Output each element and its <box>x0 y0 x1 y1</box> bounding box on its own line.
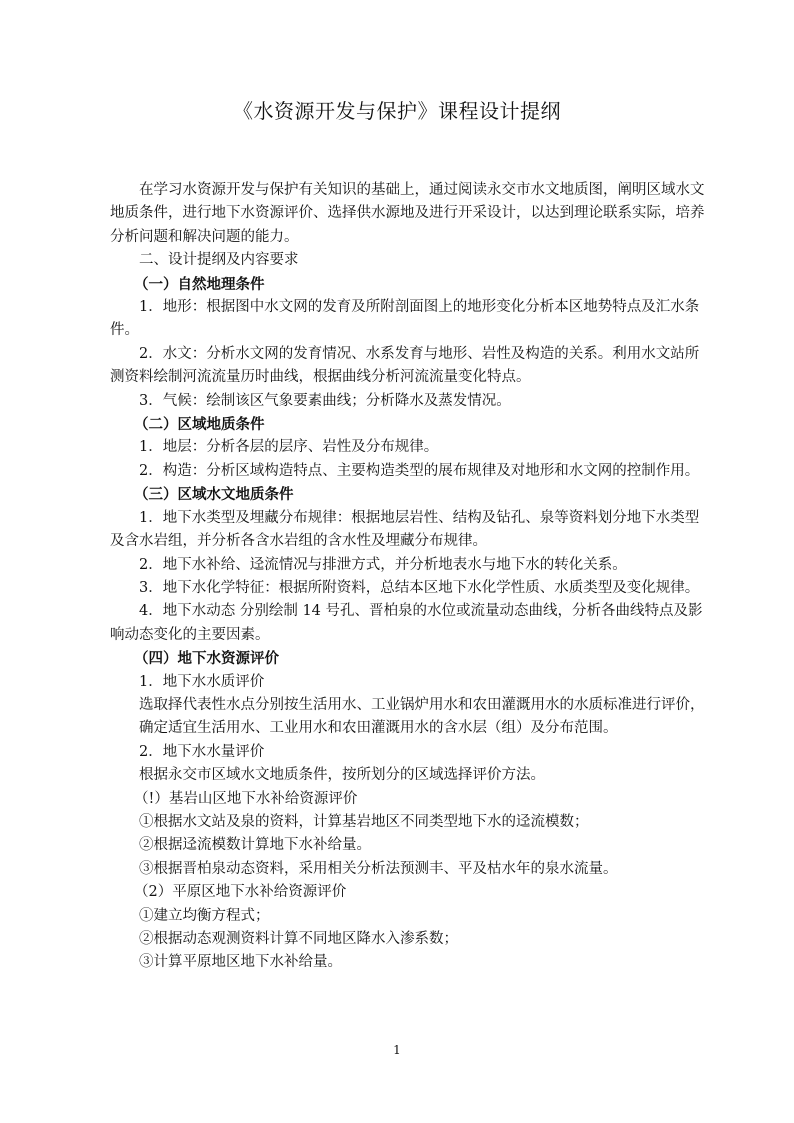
document-title: 《水资源开发与保护》课程设计提纲 <box>233 99 561 123</box>
list-item-bedrock-3: ③根据晋柏泉动态资料，采用相关分析法预测丰、平及枯水年的泉水流量。 <box>139 860 618 877</box>
paragraph-groundwater-dynamics: 4．地下水动态 分别绘制 14 号孔、晋柏泉的水位或流量动态曲线，分析各曲线特点及影响动态变化的主要因素。 <box>110 603 703 643</box>
paragraph-water-quality-body: 选取择代表性水点分别按生活用水、工业锅炉用水和农田灌溉用水的水质标准进行评价，确定适宜生活用水、工业用水和农田灌溉用水的含水层（组）及分布范围。 <box>139 696 705 737</box>
paragraph-water-quantity-body: 根据永交市区域水文地质条件，按所划分的区域选择评价方法。 <box>139 767 545 784</box>
paragraph-bedrock-recharge: （!）基岩山区地下水补给资源评价 <box>134 790 358 807</box>
paragraph-plain-recharge: （2）平原区地下水补给资源评价 <box>134 884 347 901</box>
subsection-heading-regional-geology: （二）区域地质条件 <box>134 416 265 434</box>
paragraph-climate: 3．气候：绘制该区气象要素曲线；分析降水及蒸发情况。 <box>139 392 511 409</box>
subsection-heading-natural-geography: （一）自然地理条件 <box>134 275 265 293</box>
list-item-bedrock-2: ②根据迳流模数计算地下水补给量。 <box>139 837 371 854</box>
paragraph-water-quantity-heading: 2．地下水水量评价 <box>139 743 265 760</box>
section-heading-design-outline: 二、设计提纲及内容要求 <box>139 252 299 269</box>
subsection-heading-regional-hydrogeology: （三）区域水文地质条件 <box>134 486 294 504</box>
paragraph-groundwater-types: 1．地下水类型及埋藏分布规律：根据地层岩性、结构及钻孔、泉等资料划分地下水类型及含水岩组，并分析各含水岩组的含水性及埋藏分布规律。 <box>110 509 700 550</box>
subsection-heading-groundwater-evaluation: （四）地下水资源评价 <box>134 650 279 668</box>
list-item-plain-3: ③计算平原地区地下水补给量。 <box>139 954 342 971</box>
intro-paragraph: 在学习水资源开发与保护有关知识的基础上，通过阅读永交市水文地质图，阐明区域水文地质条件，进行地下水资源评价、选择供水源地及进行开采设计，以达到理论联系实际，培养分析问题和解决问题的能力。 <box>110 182 705 245</box>
list-item-plain-1: ①建立均衡方程式； <box>139 907 270 924</box>
paragraph-groundwater-recharge: 2．地下水补给、迳流情况与排泄方式，并分析地表水与地下水的转化关系。 <box>139 556 627 573</box>
paragraph-groundwater-chemistry: 3．地下水化学特征：根据所附资料，总结本区地下水化学性质、水质类型及变化规律。 <box>139 579 700 596</box>
page-number: 1 <box>393 1043 401 1057</box>
paragraph-structure: 2．构造：分析区域构造特点、主要构造类型的展布规律及对地形和水文网的控制作用。 <box>139 462 700 479</box>
paragraph-hydrology: 2．水文：分析水文网的发育情况、水系发育与地形、岩性及构造的关系。利用水文站所测资料绘制河流流量历时曲线，根据曲线分析河流流量变化特点。 <box>110 345 700 386</box>
paragraph-water-quality-heading: 1．地下水水质评价 <box>139 673 265 690</box>
list-item-plain-2: ②根据动态观测资料计算不同地区降水入渗系数； <box>139 931 458 947</box>
paragraph-terrain: 1．地形：根据图中水文网的发育及所附剖面图上的地形变化分析本区地势特点及汇水条件。 <box>110 299 700 339</box>
list-item-bedrock-1: ①根据水文站及泉的资料，计算基岩地区不同类型地下水的迳流模数； <box>139 813 589 830</box>
paragraph-strata: 1．地层：分析各层的层序、岩性及分布规律。 <box>139 439 439 456</box>
document-body <box>110 179 710 975</box>
